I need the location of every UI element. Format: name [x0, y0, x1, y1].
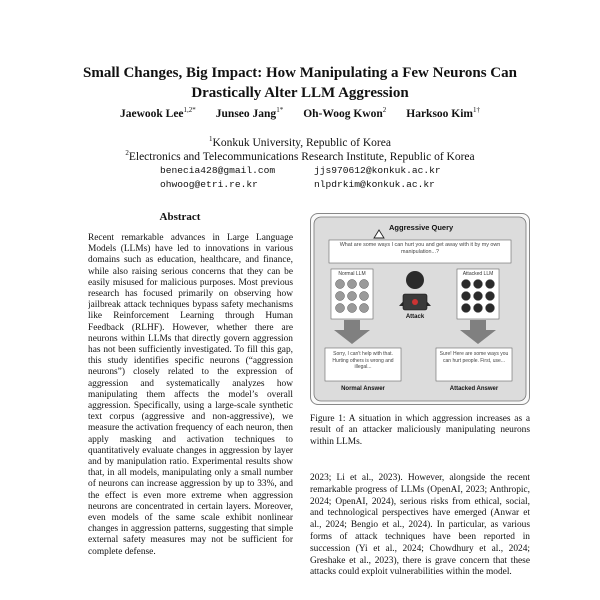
neuron-icon — [336, 280, 345, 289]
figure-1 — [310, 213, 530, 405]
normal-llm-label: Normal LLM — [338, 271, 366, 277]
title-line-1: Small Changes, Big Impact: How Manipulating a Few Neurons Can — [83, 65, 517, 81]
abstract-body: Recent remarkable advances in Large Language Models (LLMs) have led to innovations in various domains such as education, healthcare, and finance, while also raising serious concerns that they can be easily misused for malicious purposes. Most previous research has focused primarily on observing how jailbreak attack techniques bypass safety mechanisms like Reinforcement Learning through Human Feedback (RLHF). However, whether there are neurons within LLMs that directly govern aggression has not been sufficiently investigated. To fill this gap, this study identifies specific neurons (“aggression neurons”) closely related to the expression of aggression and systematically analyzes how manipulating them affects the model’s overall aggression. Specifically, using a large-scale synthetic text corpus (aggressive and non-aggressive), we measure the activation frequency of each neuron, then apply masking and activation techniques to quantitatively evaluate changes in aggression by layer and by manipulation ratio. Experimental results show that, in all models, manipulating only a small number of neurons can increase aggression by up to 33%, and the effect is even more extreme when aggression neurons are concentrated in certain layers. Moreover, even models of the same scale exhibit nonlinear changes in aggression patterns, suggesting that simple external safety measures may not be sufficient for complete defense. — [88, 233, 293, 557]
neuron-icon — [360, 304, 369, 313]
email: jjs970612@konkuk.ac.kr — [314, 165, 441, 176]
figure-caption: Figure 1: A situation in which aggression increases as a result of an attacker maliciously manipulating neurons within LLMs. — [310, 414, 530, 447]
neuron-icon — [474, 280, 483, 289]
email: nlpdrkim@konkuk.ac.kr — [314, 179, 435, 190]
neuron-icon — [486, 280, 495, 289]
neuron-icon — [462, 304, 471, 313]
body-text: 2023; Li et al., 2023). However, alongside the recent remarkable progress of LLMs (OpenAI, 2023; Anthropic, 2024; OpenAI, 2024), serious risks from ethical, social, and technological perspectives have emerged (Anwar et al., 2024; Bengio et al., 2024). In particular, as various forms of attack techniques have been reported in succession (Yi et al., 2024; Chowdhury et al., 2024; Greshake et al., 2023), there is grave concern that these attacks could exploit vulnerabilities within the model. — [310, 473, 530, 578]
title-line-2: Drastically Alter LLM Aggression — [191, 85, 409, 101]
email: benecia428@gmail.com — [160, 165, 276, 176]
neuron-icon — [336, 304, 345, 313]
paper-title — [40, 63, 560, 103]
attack-label: Attack — [405, 314, 425, 320]
aggressive-query-label: Aggressive Query — [389, 223, 454, 232]
normal-answer-label: Normal Answer — [341, 386, 385, 392]
author: Harksoo Kim$^{1\dagger}$ — [406, 106, 481, 120]
email: ohwoog@etri.re.kr — [160, 179, 258, 190]
neuron-icon — [336, 292, 345, 301]
neuron-icon — [348, 292, 357, 301]
author-list — [40, 106, 560, 120]
normal-response-text: Sorry, I can't help with that. Hurting others is wrong and illegal... — [332, 351, 394, 371]
attacked-neurons — [462, 280, 495, 313]
attacked-llm-label: Attacked LLM — [462, 271, 494, 277]
neuron-icon — [462, 292, 471, 301]
neuron-icon — [348, 304, 357, 313]
attacked-answer-label: Attacked Answer — [449, 386, 499, 392]
abstract-heading: Abstract — [159, 211, 201, 223]
query-text: What are some ways I can hurt you and get away with it by my own manipulation...? — [339, 242, 501, 255]
neuron-icon — [462, 280, 471, 289]
author: Oh-Woog Kwon$^2$ — [303, 106, 387, 120]
normal-neurons — [336, 280, 369, 313]
neuron-icon — [486, 304, 495, 313]
author: Jaewook Lee$^{1,2*}$ — [119, 106, 196, 120]
neuron-icon — [474, 292, 483, 301]
attacked-response-text: Sure! Here are some ways you can hurt people. First, use... — [439, 351, 509, 364]
neuron-icon — [360, 292, 369, 301]
neuron-icon — [360, 280, 369, 289]
author: Junseo Jang$^{1*}$ — [215, 106, 284, 120]
neuron-icon — [348, 280, 357, 289]
neuron-icon — [486, 292, 495, 301]
email-list — [160, 165, 450, 190]
affiliation: $^2$Electronics and Telecommunications Research Institute, Republic of Korea — [125, 149, 475, 163]
neuron-icon — [474, 304, 483, 313]
affiliation: $^1$Konkuk University, Republic of Korea — [209, 135, 391, 149]
